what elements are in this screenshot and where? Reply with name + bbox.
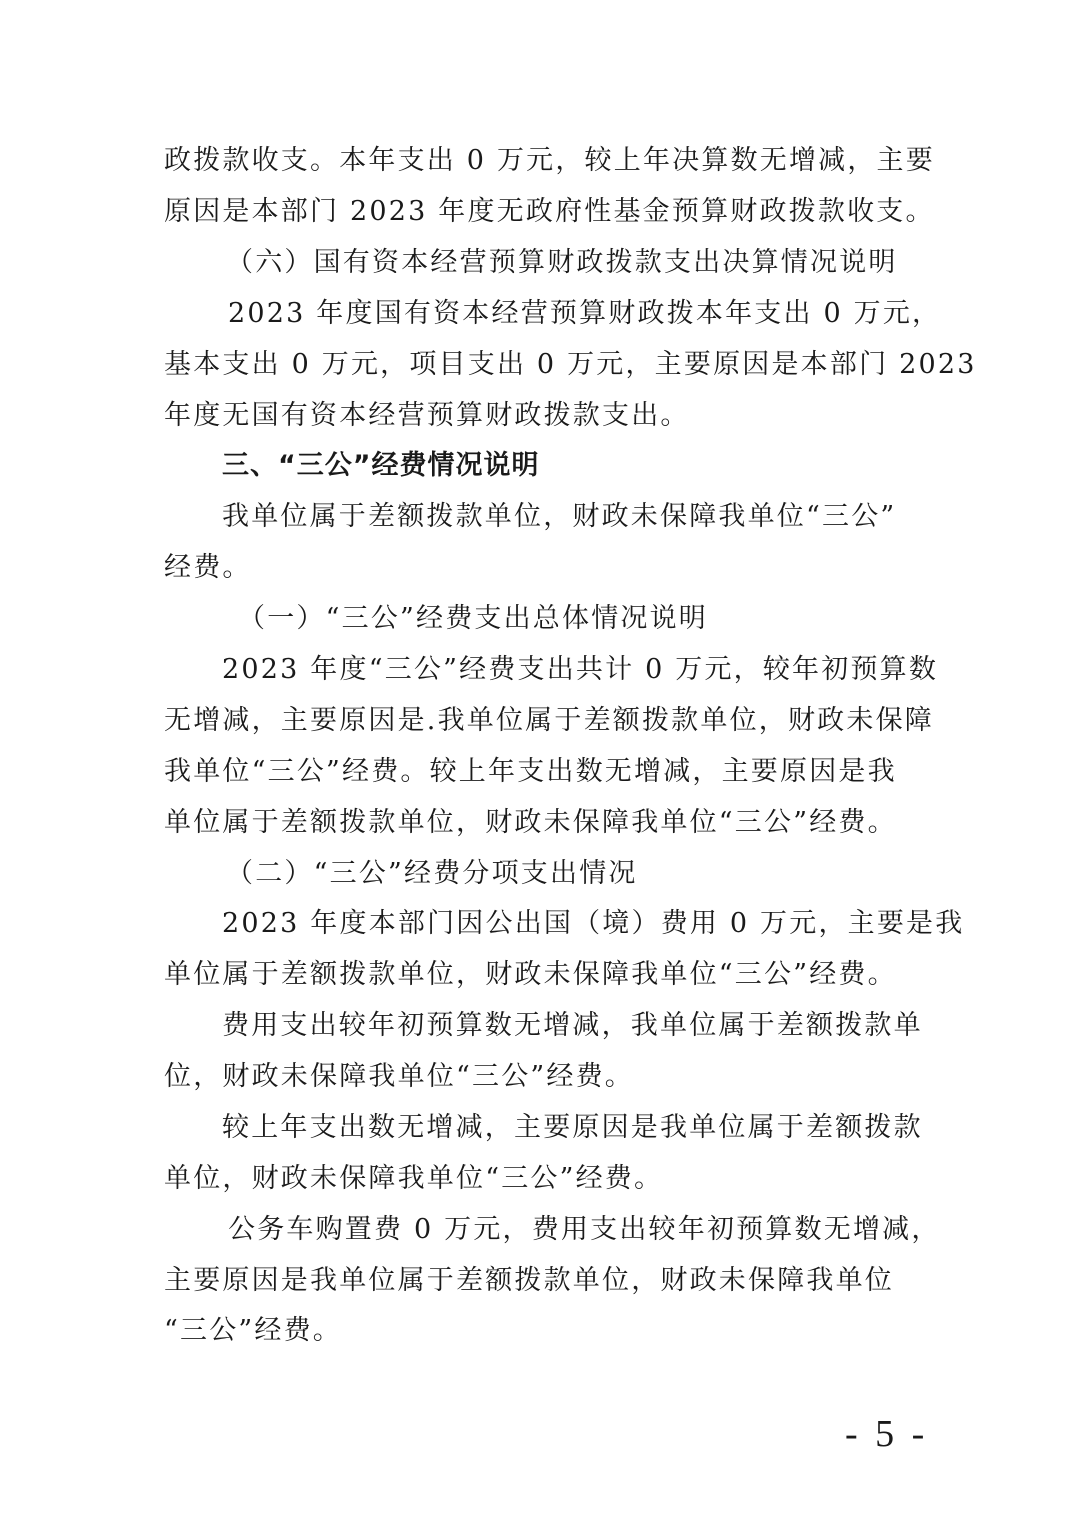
body-text-line: 政拨款收支。本年支出 0 万元，较上年决算数无增减，主要	[164, 145, 935, 176]
body-text-line: 较上年支出数无增减，主要原因是我单位属于差额拨款	[222, 1112, 923, 1143]
body-text-line: “三公”经费。	[164, 1315, 343, 1346]
section-heading: （六）国有资本经营预算财政拨款支出决算情况说明	[226, 247, 898, 278]
body-text-line: 单位属于差额拨款单位，财政未保障我单位“三公”经费。	[164, 807, 897, 838]
page-number: - 5 -	[845, 1413, 929, 1455]
body-text-line: 位，财政未保障我单位“三公”经费。	[164, 1061, 635, 1092]
section-heading: （一）“三公”经费支出总体情况说明	[238, 603, 709, 634]
body-text-line: 2023 年度国有资本经营预算财政拨本年支出 0 万元，	[228, 298, 942, 329]
body-text-line: 年度无国有资本经营预算财政拨款支出。	[164, 400, 690, 431]
body-text-line: 我单位属于差额拨款单位，财政未保障我单位“三公”	[222, 501, 897, 532]
body-text-line: 无增减，主要原因是.我单位属于差额拨款单位，财政未保障	[164, 705, 934, 736]
body-text-line: 主要原因是我单位属于差额拨款单位，财政未保障我单位	[164, 1265, 894, 1296]
body-text-line: 经费。	[164, 552, 252, 583]
body-text-line: 2023 年度本部门因公出国（境）费用 0 万元，主要是我	[222, 908, 965, 939]
body-text-line: 费用支出较年初预算数无增减，我单位属于差额拨款单	[222, 1010, 923, 1041]
body-text-line: 公务车购置费 0 万元，费用支出较年初预算数无增减，	[228, 1214, 941, 1245]
body-text-line: 我单位“三公”经费。较上年支出数无增减，主要原因是我	[164, 756, 897, 787]
body-text-line: 基本支出 0 万元，项目支出 0 万元，主要原因是本部门 2023	[164, 349, 977, 380]
section-heading: （二）“三公”经费分项支出情况	[226, 858, 638, 889]
body-text-line: 原因是本部门 2023 年度无政府性基金预算财政拨款收支。	[164, 196, 935, 227]
body-text-line: 单位属于差额拨款单位，财政未保障我单位“三公”经费。	[164, 959, 897, 990]
body-text-line: 单位，财政未保障我单位“三公”经费。	[164, 1163, 664, 1194]
chapter-heading: 三、“三公”经费情况说明	[222, 450, 540, 481]
body-text-line: 2023 年度“三公”经费支出共计 0 万元，较年初预算数	[222, 654, 939, 685]
